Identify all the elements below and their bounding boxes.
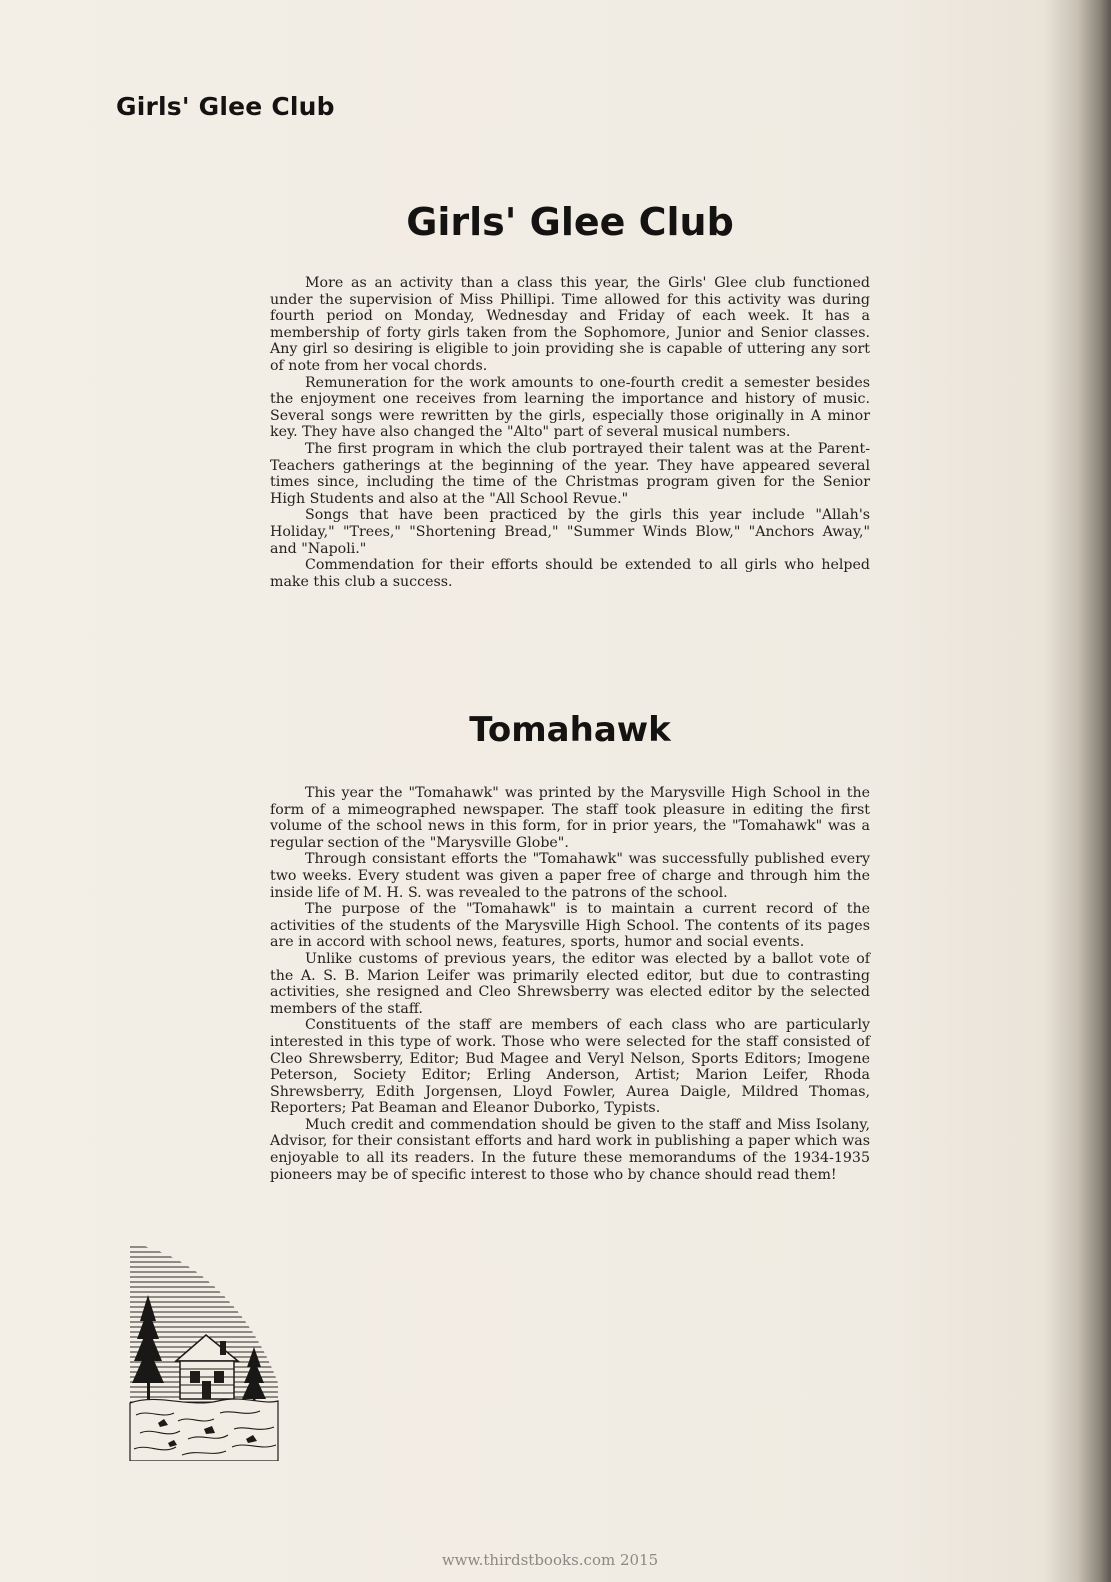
paragraph: Commendation for their efforts should be extended to all girls who helped make this club a success. <box>270 557 870 590</box>
paragraph: Through consistant efforts the "Tomahawk" was successfully published every two weeks. Every student was given a paper free of charge and through him the inside life of M. H. S. was revealed to the patrons of the school. <box>270 851 870 901</box>
glee-club-text <box>270 275 870 590</box>
paragraph: Songs that have been practiced by the girls this year include "Allah's Holiday," "Trees," "Shortening Bread," "Summer Winds Blow," "Anchors Away," and "Napoli." <box>270 507 870 557</box>
tomahawk-text <box>270 785 870 1183</box>
paragraph: The first program in which the club portrayed their talent was at the Parent-Teachers gatherings at the beginning of the year. They have appeared several times since, including the time of the Christmas program given for the Senior High Students and also at the "All School Revue." <box>270 440 870 507</box>
running-head: Girls' Glee Club <box>116 92 335 121</box>
paragraph: This year the "Tomahawk" was printed by the Marysville High School in the form of a mimeographed newspaper. The staff took pleasure in editing the first volume of the school news in this form, for in prior years, the "Tomahawk" was a regular section of the "Marysville Globe". <box>270 785 870 851</box>
paragraph: Remuneration for the work amounts to one-fourth credit a semester besides the enjoyment one receives from learning the importance and history of music. Several songs were rewritten by the girls, especially those originally in A minor key. They have also changed the "Alto" part of several musical numbers. <box>270 374 870 441</box>
paragraph: Unlike customs of previous years, the editor was elected by a ballot vote of the A. S. B. Marion Leifer was primarily elected editor, but due to contrasting activities, she resigned and Cleo Shrewsberry was elected editor by the selected members of the staff. <box>270 950 870 1017</box>
section-title-tomahawk: Tomahawk <box>469 710 671 750</box>
watermark: www.thirdstbooks.com 2015 <box>441 1551 659 1569</box>
paragraph: Constituents of the staff are members of each class who are particularly interested in this type of work. Those who were selected for the staff consisted of Cleo Shrewsberry, Editor; Bud Magee and Veryl Nelson, Sports Editors; Imogene Peterson, Society Editor; Erling Anderson, Artist; Marion Leifer, Rhoda Shrewsberry, Edith Jorgensen, Lloyd Fowler, Aurea Daigle, Mildred Thomas, Reporters; Pat Beaman and Eleanor Duborko, Typists. <box>270 1017 870 1117</box>
section-title-glee-club: Girls' Glee Club <box>406 200 734 244</box>
paragraph: More as an activity than a class this year, the Girls' Glee club functioned under the supervision of Miss Phillipi. Time allowed for this activity was during fourth period on Monday, Wednesday and Friday of each week. It has a membership of forty girls taken from the Sophomore, Junior and Senior classes. Any girl so desiring is eligible to join providing she is capable of uttering any sort of note from her vocal chords. <box>270 275 870 374</box>
cabin-trees-icon <box>128 1243 282 1461</box>
paragraph: The purpose of the "Tomahawk" is to maintain a current record of the activities of the students of the Marysville High School. The contents of its pages are in accord with school news, features, sports, humor and social events. <box>270 901 870 951</box>
paragraph: Much credit and commendation should be given to the staff and Miss Isolany, Advisor, for their consistant efforts and hard work in publishing a paper which was enjoyable to all its readers. In the future these memorandums of the 1934-1935 pioneers may be of specific interest to those who by chance should read them! <box>270 1116 870 1183</box>
